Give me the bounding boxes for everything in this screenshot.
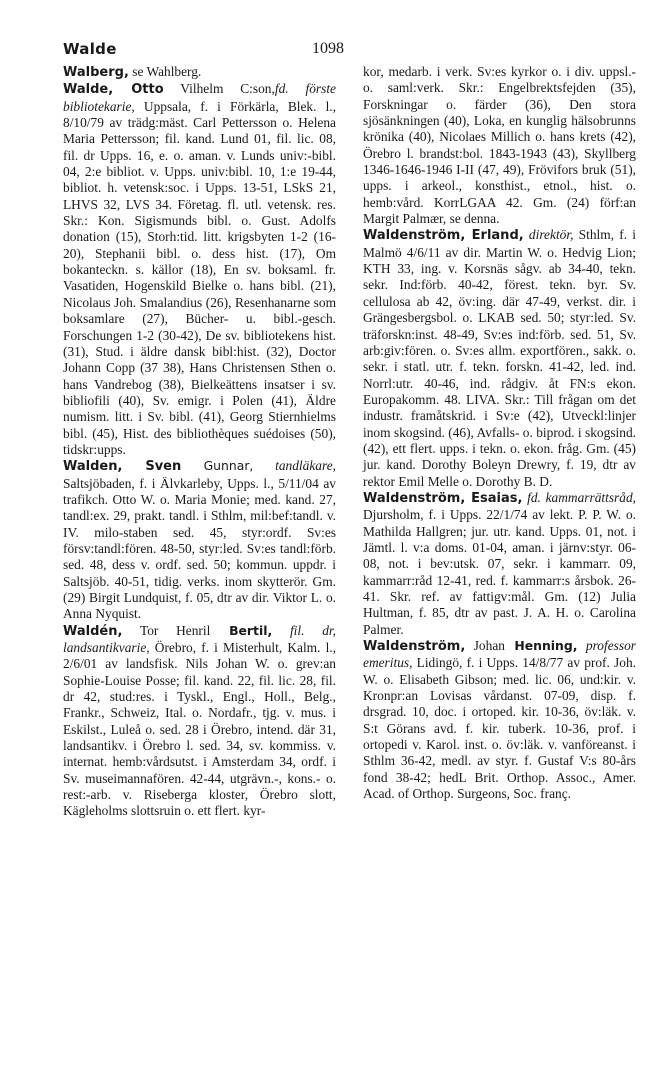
headword: Waldenström, bbox=[363, 639, 466, 655]
occupation-title: fil. dr, landsantikvarie, bbox=[63, 622, 336, 656]
occupation-title: fd. förste bibliotekarie, bbox=[63, 81, 336, 114]
entry-text: se Wahlberg. bbox=[128, 64, 202, 79]
entry-walden-sven bbox=[63, 458, 336, 622]
given-name-bold: Bertil, bbox=[210, 622, 273, 638]
entry-waldenstrom-henning bbox=[363, 638, 636, 802]
entry-text: Uppsala, f. i Förkärla, Blek. l., 8/10/79 av trädg:mäst. Carl Pettersson o. Helena Maria Pettersson; fil. kand. Lund 01, fil. lic. 08, fil. dr Upps. 16, e. o. aman. v. Lunds univ:-bibl. 04, 2:e bibliot. v. Upps. univ:bibl. 10, 1:e 19-44, bibliot. h. vetensk:soc. i Upps. 13-51, LSkS 21, LHVS 32, LVS 34. Företag. fl. utl. vetensk. res. Skr.: Kon. Sigismunds bibl. o. Gust. Adolfs donation (15), Storh:tid. litt. krigsbyten 1-2 (16-20), Stephanii bibl. o. dess hist. (17), Om bokanteckn. s. källor (18), En sv. boksaml. fr. Vasatiden, Hogenskild Bielke o. hans bibl. (21), Nicolaus Joh. Smalandius (26), Resenhanarne som boksamlare (27), Bücher- u. bibl.-gesch. Forschungen 1-2 (30-42), De sv. bibliotekens hist. (31), Stud. i äldre dansk bibl:hist. (32), Doctor Johann Copp (37 38), Hans Christensen Sthen o. hans Vandrebog (38), Bielkeättens insatser i sv. bibliofili (40), Sv. emigr. i Polen (41), Äldre numism. litt. i Sv. bibl. (41), Georg Stiernhielms bibl. (45), Hist. des bibliothèques suédoises (50), tidskr:upps. bbox=[63, 98, 336, 457]
entry-walberg bbox=[63, 64, 336, 81]
left-column bbox=[63, 64, 336, 820]
headword: Walberg, bbox=[63, 65, 129, 80]
entry-text: Saltsjöbaden, f. i Älvkarleby, Upps. l., 5/11/04 av trafikch. Otto W. o. Maria Monie; med. kand. 27, tandl:ex. 29, prakt. tandl. i Sthlm, mil:bef:tandl. v. IV. milo-staben sed. 45, styr:ordf. Sv:es försv:tandl:fören. 48-50, styr:led. Sv:es tandl:förb. sed. 48, dess v. ordf. sed. 50; kommun. uppdr. i Saltsjöb. 40-51, tidig. verks. inom skytterör. Gm. (29) Birgit Lundquist, f. 05, dtr av dir. Viktor L. o. Anna Nyquist. bbox=[63, 475, 336, 622]
entry-text: Lidingö, f. i Upps. 14/8/77 av prof. Joh. W. o. Elisabeth Gibson; med. lic. 06, und:kir. v. Kronpr:an Lovisas vårdanst. 07-09, disp. f. drsgrad. 10, doc. i ortoped. kir. 10-36, öv:läk. v. S:t Görans avd. f. kir. tuberk. 10-36, prof. i ortopedi v. Karol. inst. o. öv:läk. v. vanföreanst. i Sthlm 36-42, medl. av styr. f. Gustaf V:s 80-års fond 38-42; hedL Brit. Orthop. Assoc., Amer. Acad. of Orthop. Surgeons, Soc. franç. bbox=[363, 655, 636, 802]
entry-continuation bbox=[363, 64, 636, 227]
headword: Waldén, bbox=[63, 623, 123, 639]
occupation-title: professor emeritus, bbox=[363, 638, 636, 671]
page-number: 1098 bbox=[312, 40, 344, 57]
entry-walde-otto bbox=[63, 81, 336, 458]
headword: Walde, Otto bbox=[63, 82, 164, 98]
headword: Walden, Sven bbox=[63, 459, 182, 475]
given-names: Johan bbox=[465, 638, 505, 654]
entry-text: Örebro, f. i Misterhult, Kalm. l., 2/6/01 av landsfisk. Nils Johan W. o. grev:an Sophie-Louise Posse; fil. kand. 22, fil. lic. 28, fil. dr 42, stud:res. i Tyskl., Engl., Holl., Belg., Frankr., Schweiz, Ital. o. Nordafr., tjg. v. mus. i Eskilst., Luleå o. sed. 28 i Örebro, intend. där 31, landsantikv. i Örebro l. sed. 34, sv. kommiss. v. internat. hemb:vårdsutst. i Amsterdam 34, ordf. i Sv. museimannafören. 42-44, utgrävn.-, kons.- o. rest:-arb. v. Riseberga kloster, Örebro slott, Kägleholms slottsruin o. ett flert. kyr- bbox=[63, 640, 336, 819]
entry-walden-bertil bbox=[63, 623, 336, 820]
entry-text: Djursholm, f. i Upps. 22/1/74 av lekt. P. P. W. o. Mathilda Hallgren; jur. utr. kand. Upps. 01, not. i Jämtl. l. v:a doms. 01-04, aman. i järnv:styr. 06-08, not. i bev:utsk. 07, sekr. i kammarr. 09, kammarr:råd 12-41, red. f. kammarr:s årsbok. 26-41. Skr. ref. av fattigv:mål. Gm. (12) Julia Hultman, f. 85, dtr av past. J. A. H. o. Carolina Palmer. bbox=[363, 507, 636, 637]
occupation-title: tandläkare, bbox=[275, 458, 336, 474]
occupation-title: direktör, bbox=[528, 227, 574, 243]
headword: Waldenström, Erland, bbox=[363, 228, 524, 244]
headword: Waldenström, Esaias, bbox=[363, 490, 523, 506]
given-names: Vilhelm C:son, bbox=[163, 81, 275, 97]
entry-text: Sthlm, f. i Malmö 4/6/11 av dir. Martin W. o. Hedvig Lion; KTH 33, ing. v. Korsnäs sågv. ab 34-40, tekn. sekr. Ind:förb. 40-42, förest. tekn. byr. Sv. cellulosa ab 42, öv:ing. där 47-49, verkst. dir. i Grängesbergsbol. o. LKAB sed. 50; styr:led. Sv. träforskn:inst. 48-49, Sv:es ind:förb. sed. 51, Sv. arb:giv:fören. o. Sv:es allm. exportfören., sakk. o. sekr. i statl. utr. f. tekn. forskn. 41-42, led. ind. Norrl:utr. 40-46, ind. rådgiv. åt FN:s ekon. Europakomm. 48. LIVA. Skr.: Till frågan om det industr. framåtskrid. i Sv:e (42), Utveckl:linjer inom skogsind. (46), Avfalls- o. biprod. i skogsind. (42), ett flert. upps. i tekn. o. ekon. fråg. Gm. (45) jur. kand. Dorothy Boleyn Drewry, f. 19, dtr av rektor Emil Melle o. Dorothy B. D. bbox=[363, 227, 636, 489]
given-names: Tor Henril bbox=[122, 622, 211, 638]
entry-text: kor, medarb. i verk. Sv:es kyrkor o. i div. uppsl.- o. saml:verk. Skr.: Engelbrektsfejden (35), Forskningar o. färder (36), Den stora sjösänkningen (40), Loka, en kunglig hälsobrunns krönika (40), Nicolaes Millich o. hans krets (42), Örebro l. brandst:bol. 1843-1943 (43), Skyllberg 1346-1646-1946 I-II (47, 49), Frövifors bruk (51), upps. i arkeol., konsthist., etnol., hist. o. hemb:vård. KorrLGAA 42. Gm. (24) förf:an Margit Palmær, se denna. bbox=[363, 64, 636, 227]
entry-waldenstrom-esaias bbox=[363, 490, 636, 638]
right-column bbox=[363, 64, 636, 802]
given-names: Gunnar, bbox=[181, 458, 254, 474]
occupation-title: fd. kammarrättsråd, bbox=[527, 489, 636, 505]
given-name-bold: Henning, bbox=[504, 638, 578, 654]
entry-waldenstrom-erland bbox=[363, 227, 636, 490]
running-head: Walde bbox=[63, 40, 117, 58]
